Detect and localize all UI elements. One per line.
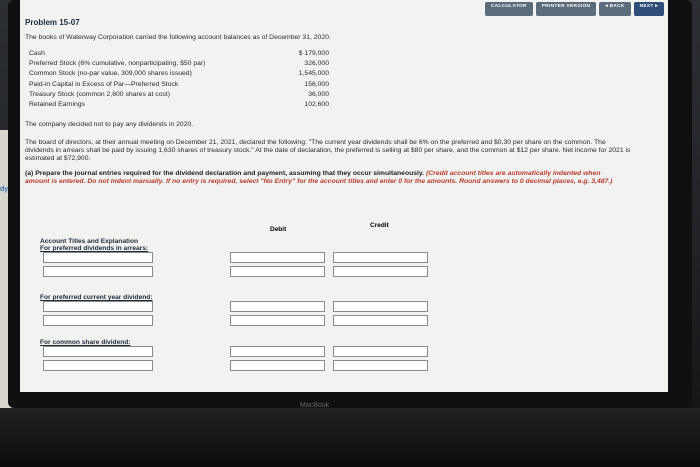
instruction <box>25 170 625 186</box>
laptop-screen <box>20 0 668 392</box>
section-label-preferred-current: For preferred current year dividend: <box>40 294 153 301</box>
credit-input[interactable] <box>333 360 428 371</box>
side-text: dy <box>0 186 9 193</box>
balance-row <box>29 81 329 91</box>
journal-entry-table <box>40 222 440 374</box>
account-title-input[interactable] <box>43 346 153 357</box>
next-button[interactable]: NEXT ▸ <box>634 2 664 16</box>
account-title-input[interactable] <box>43 315 153 326</box>
laptop-brand: MacBook <box>300 402 330 409</box>
problem-title: Problem 15-07 <box>25 18 80 27</box>
credit-input[interactable] <box>333 301 428 312</box>
paragraph-board-declaration: The board of directors, at their annual meeting on December 21, 2021, declared the following: "The current year dividends shall be 6% on the preferred and $0.30 per share on the common. The dividends in arrears shall be paid by issuing 1,630 shares of treasury stock." At the date of declaration, the preferred is selling at $80 per share, and the common at $12 per share. Net income for 2021 is estimated at $72,900. <box>25 138 631 162</box>
section-label-common-dividend: For common share dividend: <box>40 339 131 346</box>
problem-content <box>25 18 645 186</box>
top-toolbar <box>481 0 668 18</box>
balance-label: Paid-in Capital in Excess of Par—Preferred Stock <box>29 80 179 88</box>
balance-row <box>29 70 329 80</box>
balance-row <box>29 91 329 101</box>
credit-input[interactable] <box>333 315 428 326</box>
account-title-input[interactable] <box>43 266 153 277</box>
entry-row <box>40 266 440 280</box>
account-title-input[interactable] <box>43 360 153 371</box>
credit-header: Credit <box>370 222 389 229</box>
balance-label: Common Stock (no-par value, 309,000 shares issued) <box>29 70 192 78</box>
back-button[interactable]: ◂ BACK <box>599 2 630 16</box>
balance-amount: $ 179,000 <box>298 50 329 57</box>
balance-label: Cash <box>29 50 45 57</box>
debit-input[interactable] <box>230 346 325 357</box>
instruction-text: (a) Prepare the journal entries required for the dividend declaration and payment, assuming that they occur simultaneously. <box>25 170 425 178</box>
debit-input[interactable] <box>230 252 325 263</box>
account-title-input[interactable] <box>43 252 153 263</box>
keyboard <box>0 408 700 467</box>
entry-row <box>40 360 440 374</box>
balance-amount: 326,000 <box>304 60 329 68</box>
debit-input[interactable] <box>230 360 325 371</box>
account-titles-header: Account Titles and Explanation <box>40 238 139 245</box>
balance-row <box>29 101 329 111</box>
balances-list <box>29 50 329 111</box>
entry-row <box>40 252 440 266</box>
debit-input[interactable] <box>230 301 325 312</box>
problem-intro: The books of Waterway Corporation carried the following account balances as of December 31, 2020. <box>25 34 331 42</box>
balance-amount: 1,545,000 <box>298 70 329 78</box>
credit-input[interactable] <box>333 266 428 277</box>
table-header <box>40 222 440 236</box>
account-title-input[interactable] <box>43 301 153 312</box>
balance-label: Preferred Stock (6% cumulative, nonparticipating, $50 par) <box>29 60 206 68</box>
debit-header: Debit <box>270 226 287 233</box>
balance-row <box>29 50 329 60</box>
spacer <box>40 329 440 339</box>
debit-input[interactable] <box>230 266 325 277</box>
balance-row <box>29 60 329 70</box>
entry-row <box>40 315 440 329</box>
entry-row <box>40 301 440 315</box>
balance-amount: 102,600 <box>304 100 329 108</box>
balance-label: Retained Earnings <box>29 100 85 108</box>
paragraph-no-dividends: The company decided not to pay any dividends in 2020. <box>25 121 194 129</box>
credit-input[interactable] <box>333 252 428 263</box>
debit-input[interactable] <box>230 315 325 326</box>
printer-version-button[interactable]: PRINTER VERSION <box>536 2 596 16</box>
spacer <box>40 280 440 294</box>
calculator-button[interactable]: CALCULATOR <box>485 2 533 16</box>
balance-amount: 156,000 <box>304 80 329 88</box>
balance-amount: 36,000 <box>308 90 329 98</box>
balance-label: Treasury Stock (common 2,600 shares at cost) <box>29 90 171 98</box>
instruction-note: (Credit account titles are automatically indented when amount is entered. Do not indent manually. If no entry is required, select "No Entry" for the account titles and enter 0 for the amounts. Round answers to 0 decimal places, e.g. 3,487.) <box>25 170 613 186</box>
entry-row <box>40 346 440 360</box>
section-label-preferred-arrears: For preferred dividends in arrears: <box>40 245 149 252</box>
credit-input[interactable] <box>333 346 428 357</box>
